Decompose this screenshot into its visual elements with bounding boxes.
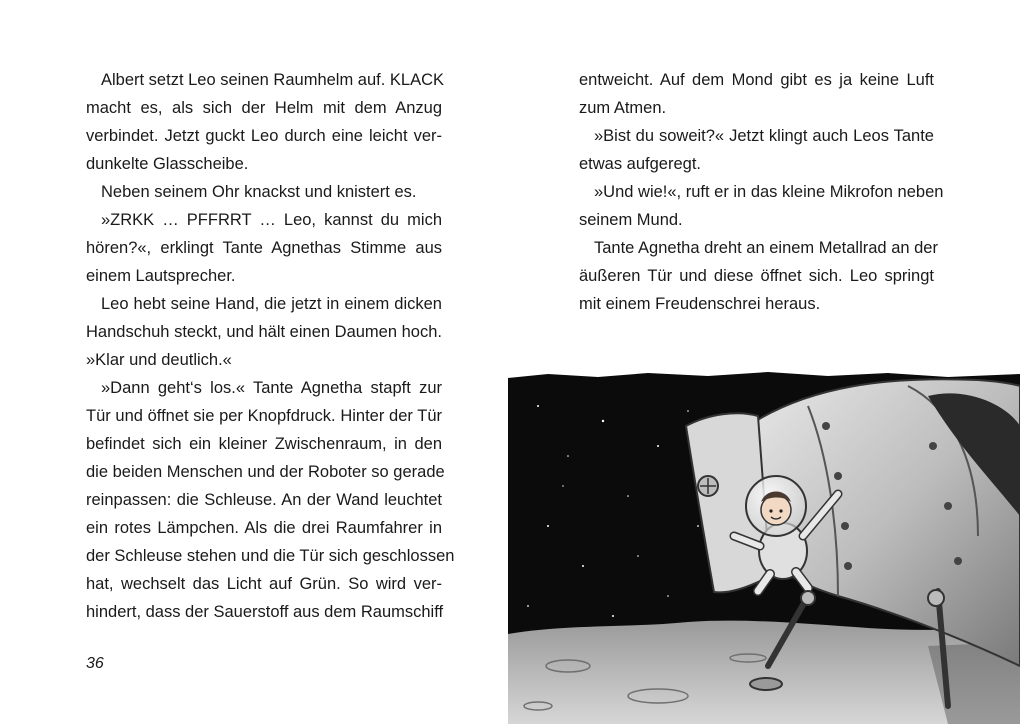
text-line: zum Atmen. bbox=[579, 99, 667, 117]
text-line: »Und wie!«, ruft er in das kleine Mikrofon neben bbox=[594, 183, 944, 201]
text-line: Tür und öffnet sie per Knopfdruck. Hinter der Tür bbox=[86, 407, 442, 425]
text-line: entweicht. Auf dem Mond gibt es ja keine Luft bbox=[579, 71, 934, 89]
text-line: reinpassen: die Schleuse. An der Wand leuchtet bbox=[86, 491, 442, 509]
text-line: Leo hebt seine Hand, die jetzt in einem dicken bbox=[101, 295, 442, 313]
text-line: Neben seinem Ohr knackst und knistert es. bbox=[101, 183, 417, 201]
text-line: äußeren Tür und diese öffnet sich. Leo springt bbox=[579, 267, 934, 285]
text-line: »Klar und deutlich.« bbox=[86, 351, 232, 369]
text-line: verbindet. Jetzt guckt Leo durch eine leicht ver- bbox=[86, 127, 442, 145]
text-line: der Schleuse stehen und die Tür sich geschlossen bbox=[86, 547, 455, 565]
text-line: mit einem Freudenschrei heraus. bbox=[579, 295, 821, 313]
page-number: 36 bbox=[86, 655, 104, 672]
astronaut-leaving-spaceship-illustration bbox=[508, 366, 1020, 724]
right-text-column bbox=[579, 66, 944, 318]
text-line: seinem Mund. bbox=[579, 211, 683, 229]
text-line: die beiden Menschen und der Roboter so gerade bbox=[86, 463, 445, 481]
text-line: einem Lautsprecher. bbox=[86, 267, 236, 285]
text-line: »ZRKK … PFFRRT … Leo, kannst du mich bbox=[101, 211, 442, 229]
text-line: befindet sich ein kleiner Zwischenraum, in den bbox=[86, 435, 442, 453]
text-line: hören?«, erklingt Tante Agnethas Stimme aus bbox=[86, 239, 442, 257]
text-line: »Dann geht‘s los.« Tante Agnetha stapft zur bbox=[101, 379, 442, 397]
text-line: etwas aufgeregt. bbox=[579, 155, 701, 173]
text-line: hat, wechselt das Licht auf Grün. So wird ver- bbox=[86, 575, 442, 593]
landing-foot bbox=[750, 678, 782, 690]
text-line: Tante Agnetha dreht an einem Metallrad an der bbox=[594, 239, 938, 257]
text-line: macht es, als sich der Helm mit dem Anzug bbox=[86, 99, 442, 117]
text-line: dunkelte Glasscheibe. bbox=[86, 155, 249, 173]
text-line: »Bist du soweit?« Jetzt klingt auch Leos Tante bbox=[594, 127, 934, 145]
left-text-column bbox=[86, 66, 455, 626]
text-line: hindert, dass der Sauerstoff aus dem Raumschiff bbox=[86, 603, 444, 621]
text-line: ein rotes Lämpchen. Als die drei Raumfahrer in bbox=[86, 519, 442, 537]
text-line: Albert setzt Leo seinen Raumhelm auf. KLACK bbox=[101, 71, 445, 89]
text-line: Handschuh steckt, und hält einen Daumen hoch. bbox=[86, 323, 442, 341]
